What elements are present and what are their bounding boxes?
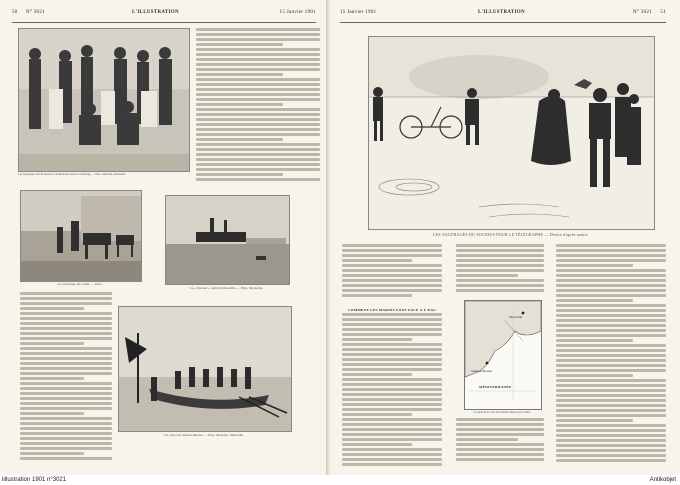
coast-map	[464, 300, 542, 410]
right-page	[330, 0, 680, 475]
left-text-column-top	[196, 28, 320, 183]
left-page-header	[12, 10, 316, 20]
beach-illustration-caption: LES NAUFRAGÉS DU SOUNIUS POUR LE TÉLÉGRAPHE — Dessin d'après nature	[433, 232, 588, 237]
right-issue-number: N° 3021	[633, 10, 652, 15]
section-heading: COMMENT LES MARINS FONT FACE À L'EAU	[347, 308, 436, 312]
left-page	[0, 0, 328, 475]
lifeboat-photo	[118, 306, 292, 432]
right-text-column-1	[342, 244, 442, 468]
crew-photo-caption: Les équipages de l'Eclaireur et du Brandon après le naufrage — Phot. Mériaux, Marseille.	[18, 172, 127, 176]
right-text-column-2-top	[456, 244, 544, 296]
right-date: 15 Janvier 1901	[340, 10, 377, 15]
beach-illustration	[368, 36, 655, 230]
steamship-photo-caption: Le « Ruissel » quittant Marseille — Phot. Marseille.	[189, 286, 264, 290]
map-label-coast: Saintes-Maries	[471, 369, 492, 373]
map-label-sea: MÉDITERRANÉE	[479, 385, 512, 389]
map-label-port: Marseille	[509, 315, 523, 319]
lifeboat-photo-caption: Un canot de Saintes-Maries — Phot. Mériaux, Marseille.	[164, 433, 244, 437]
listing-footer	[0, 475, 680, 485]
left-page-number: 50	[12, 10, 18, 15]
left-date: 15 Janvier 1901	[279, 10, 316, 15]
footer-listing-title: lillustration 1901 n°3021	[2, 477, 67, 483]
left-issue-number: N° 3021	[26, 10, 45, 15]
right-text-column-3	[556, 244, 666, 468]
left-header-rule	[12, 22, 316, 23]
right-masthead: L'ILLUSTRATION	[478, 10, 525, 15]
right-header-rule	[340, 22, 666, 23]
left-text-column-bottom	[20, 292, 112, 462]
right-page-number: 51	[660, 10, 666, 15]
right-text-column-2-bottom	[456, 418, 544, 468]
steamship-photo	[165, 195, 290, 285]
street-scene-photo	[20, 190, 142, 282]
crew-group-photo	[18, 28, 190, 172]
footer-seller-watermark: Antikobjet	[649, 477, 676, 483]
street-photo-caption: Le sauvetage de Cassis — Phot.	[57, 282, 103, 286]
map-caption: Croquis de la côte de Saintes-Maries-de-la-Mer	[473, 410, 531, 414]
right-page-header	[340, 10, 666, 20]
left-masthead: L'ILLUSTRATION	[132, 10, 179, 15]
